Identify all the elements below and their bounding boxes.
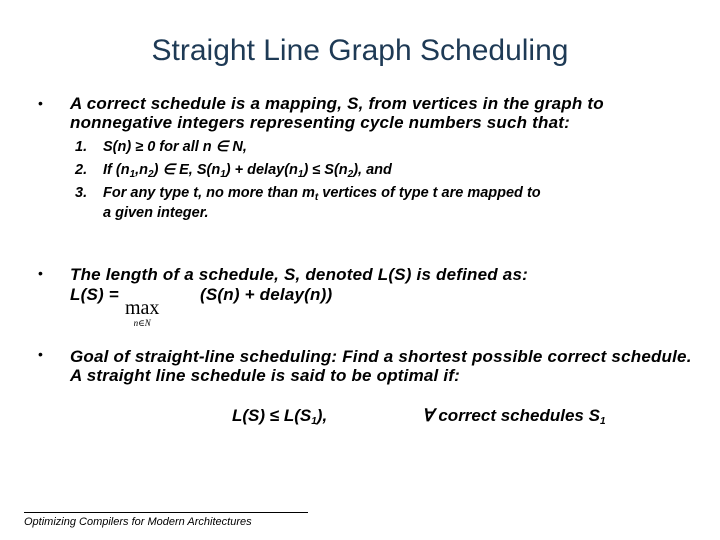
subscript: t: [314, 192, 319, 203]
max-symbol: max: [125, 297, 160, 319]
subscript: 1: [599, 416, 606, 427]
item-text-part: ) + delay(n: [225, 162, 298, 178]
bullet-3-text: Goal of straight-line scheduling: Find a shortest possible correct schedule. A straight line schedule is said to be optimal if:: [70, 347, 692, 385]
item-text: S(n) ≥ 0 for all n ∈ N,: [103, 139, 247, 155]
item-text-part: ) ∈ E, S(n: [153, 162, 221, 178]
bullet-marker: •: [38, 346, 43, 362]
subscript: 1: [297, 169, 304, 180]
slide-title: Straight Line Graph Scheduling: [151, 34, 569, 67]
item-text-part: ) ≤ S(n: [303, 162, 348, 178]
bullet-marker: •: [38, 265, 43, 281]
footer-divider: [24, 512, 308, 513]
list-item-3: [75, 183, 715, 223]
optimality-condition: [232, 406, 327, 425]
item-text-part: vertices of type t are mapped to: [318, 185, 541, 201]
subscript: 1: [129, 169, 136, 180]
item-text-part: For any type t, no more than m: [103, 185, 315, 201]
list-item-2: [75, 160, 715, 180]
subscript: 2: [347, 169, 354, 180]
eq-text-part: ),: [316, 406, 328, 425]
subscript: 1: [220, 169, 226, 180]
item-continuation: a given integer.: [103, 205, 209, 221]
item-number: 2.: [75, 162, 88, 178]
bullet-2-lhs: L(S) =: [70, 285, 119, 304]
bullet-2-rhs: (S(n) + delay(n)): [200, 285, 333, 304]
footer-text: Optimizing Compilers for Modern Architectures: [24, 516, 252, 528]
max-operator: [125, 298, 159, 328]
item-text-part: ), and: [353, 162, 392, 178]
item-text-part: ,n: [135, 162, 149, 178]
bullet-2-line-1: The length of a schedule, S, denoted L(S) is defined as:: [70, 265, 528, 284]
list-item-1: [75, 137, 715, 157]
subscript: 2: [148, 169, 154, 180]
quantifier-clause: [422, 406, 606, 425]
item-number: 1.: [75, 139, 88, 155]
item-text-part: If (n: [103, 162, 130, 178]
max-subscript: n∈N: [133, 318, 151, 328]
bullet-1-text: A correct schedule is a mapping, S, from vertices in the graph to nonnegative integers representing cycle numbers such that:: [70, 94, 604, 132]
item-number: 3.: [75, 185, 88, 201]
subscript: 1: [311, 416, 317, 427]
eq-text-part: ∀ correct schedules S: [422, 406, 600, 425]
eq-text-part: L(S) ≤ L(S: [232, 406, 312, 425]
bullet-marker: •: [38, 95, 43, 111]
